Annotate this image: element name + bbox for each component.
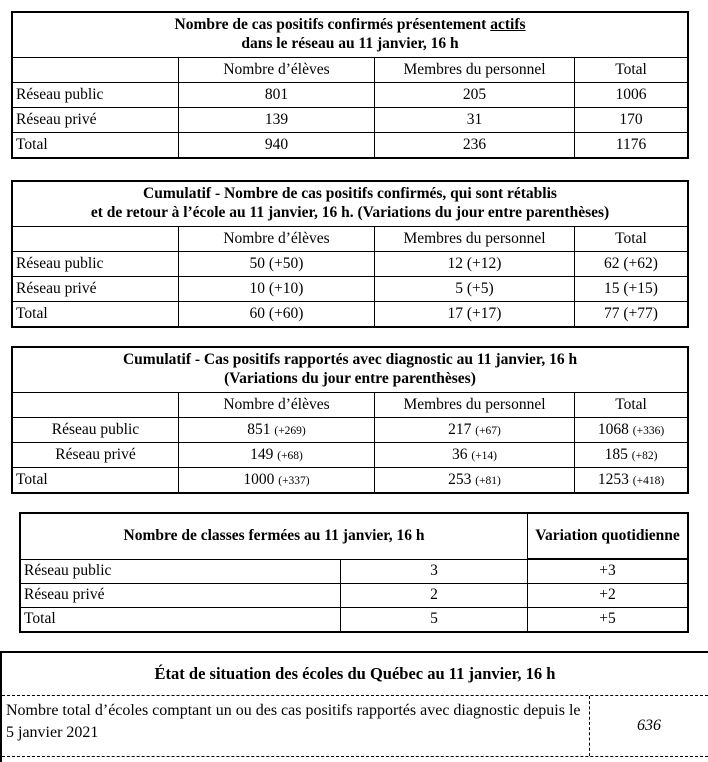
recovered-cases-title: Cumulatif - Nombre de cas positifs confirmés, qui sont rétablis et de retour à l’école au 11 janvier, 16 h. (Variations du jour entre parenthèses): [13, 182, 688, 227]
table-row: [13, 277, 688, 302]
table-row: [13, 252, 688, 277]
cell-students: 149 (+68): [179, 443, 375, 468]
header-total: Total: [575, 58, 688, 83]
cell-students: 139: [179, 108, 375, 133]
row-label: Réseau privé: [13, 443, 179, 468]
row-label: Total: [13, 133, 179, 158]
cell-total: 1176: [575, 133, 688, 158]
cell-variation: +3: [528, 559, 688, 584]
schools-status-value: 636: [637, 717, 661, 734]
cell-count: 5: [341, 608, 528, 632]
cell-count: 3: [341, 559, 528, 584]
row-label: Total: [21, 608, 341, 632]
row-label: Réseau privé: [13, 277, 179, 302]
cell-staff: 12 (+12): [375, 252, 575, 277]
row-label: Réseau public: [13, 252, 179, 277]
row-label: Total: [13, 468, 179, 493]
cell-students: 60 (+60): [179, 302, 375, 327]
cell-variation: +5: [528, 608, 688, 632]
cell-total: 15 (+15): [575, 277, 688, 302]
table-row: [13, 302, 688, 327]
schools-status-row: [2, 696, 708, 757]
active-cases-title: Nombre de cas positifs confirmés présentement actifs dans le réseau au 11 janvier, 16 h: [13, 13, 688, 58]
cell-students: 1000 (+337): [179, 468, 375, 493]
table-row: [13, 133, 688, 158]
cell-count: 2: [341, 584, 528, 608]
table-row: [13, 418, 688, 443]
closed-classes-table: [20, 513, 688, 632]
closed-classes-title: Nombre de classes fermées au 11 janvier, 16 h: [21, 514, 528, 560]
header-students: Nombre d’élèves: [179, 393, 375, 418]
cell-staff: 217 (+67): [375, 418, 575, 443]
cell-total: 62 (+62): [575, 252, 688, 277]
row-label: Total: [13, 302, 179, 327]
schools-status-panel: [0, 651, 708, 762]
row-label: Réseau public: [21, 559, 341, 584]
cell-students: 10 (+10): [179, 277, 375, 302]
cell-total: 77 (+77): [575, 302, 688, 327]
table-row: [13, 468, 688, 493]
cell-staff: 205: [375, 83, 575, 108]
header-staff: Membres du personnel: [375, 58, 575, 83]
variation-header: Variation quotidienne: [528, 514, 688, 560]
reported-cases-title: Cumulatif - Cas positifs rapportés avec diagnostic au 11 janvier, 16 h (Variations du jour entre parenthèses): [13, 348, 688, 393]
cell-staff: 236: [375, 133, 575, 158]
cell-total: 185 (+82): [575, 443, 688, 468]
header-total: Total: [575, 227, 688, 252]
cell-total: 1253 (+418): [575, 468, 688, 493]
cell-students: 50 (+50): [179, 252, 375, 277]
row-label: Réseau privé: [21, 584, 341, 608]
table-row: [13, 443, 688, 468]
table-row: [21, 608, 688, 632]
header-blank: [13, 393, 179, 418]
table-row: [13, 108, 688, 133]
schools-status-description: Nombre total d’écoles comptant un ou des cas positifs rapportés avec diagnostic depuis le 5 janvier 2021: [2, 696, 590, 756]
cell-total: 1068 (+336): [575, 418, 688, 443]
header-students: Nombre d’élèves: [179, 227, 375, 252]
schools-status-title: État de situation des écoles du Québec au 11 janvier, 16 h: [2, 653, 708, 696]
cell-students: 940: [179, 133, 375, 158]
row-label: Réseau public: [13, 418, 179, 443]
cell-total: 1006: [575, 83, 688, 108]
cell-total: 170: [575, 108, 688, 133]
cell-students: 851 (+269): [179, 418, 375, 443]
header-staff: Membres du personnel: [375, 393, 575, 418]
cell-students: 801: [179, 83, 375, 108]
recovered-cases-table: [12, 181, 688, 327]
row-label: Réseau public: [13, 83, 179, 108]
cell-staff: 5 (+5): [375, 277, 575, 302]
table-row: [21, 584, 688, 608]
table-row: [21, 559, 688, 584]
cell-staff: 253 (+81): [375, 468, 575, 493]
table-row: [13, 83, 688, 108]
header-blank: [13, 227, 179, 252]
cell-staff: 17 (+17): [375, 302, 575, 327]
header-staff: Membres du personnel: [375, 227, 575, 252]
header-total: Total: [575, 393, 688, 418]
row-label: Réseau privé: [13, 108, 179, 133]
cell-staff: 36 (+14): [375, 443, 575, 468]
cell-variation: +2: [528, 584, 688, 608]
reported-cases-table: [12, 347, 688, 493]
header-blank: [13, 58, 179, 83]
header-students: Nombre d’élèves: [179, 58, 375, 83]
active-cases-table: [12, 12, 688, 158]
cell-staff: 31: [375, 108, 575, 133]
